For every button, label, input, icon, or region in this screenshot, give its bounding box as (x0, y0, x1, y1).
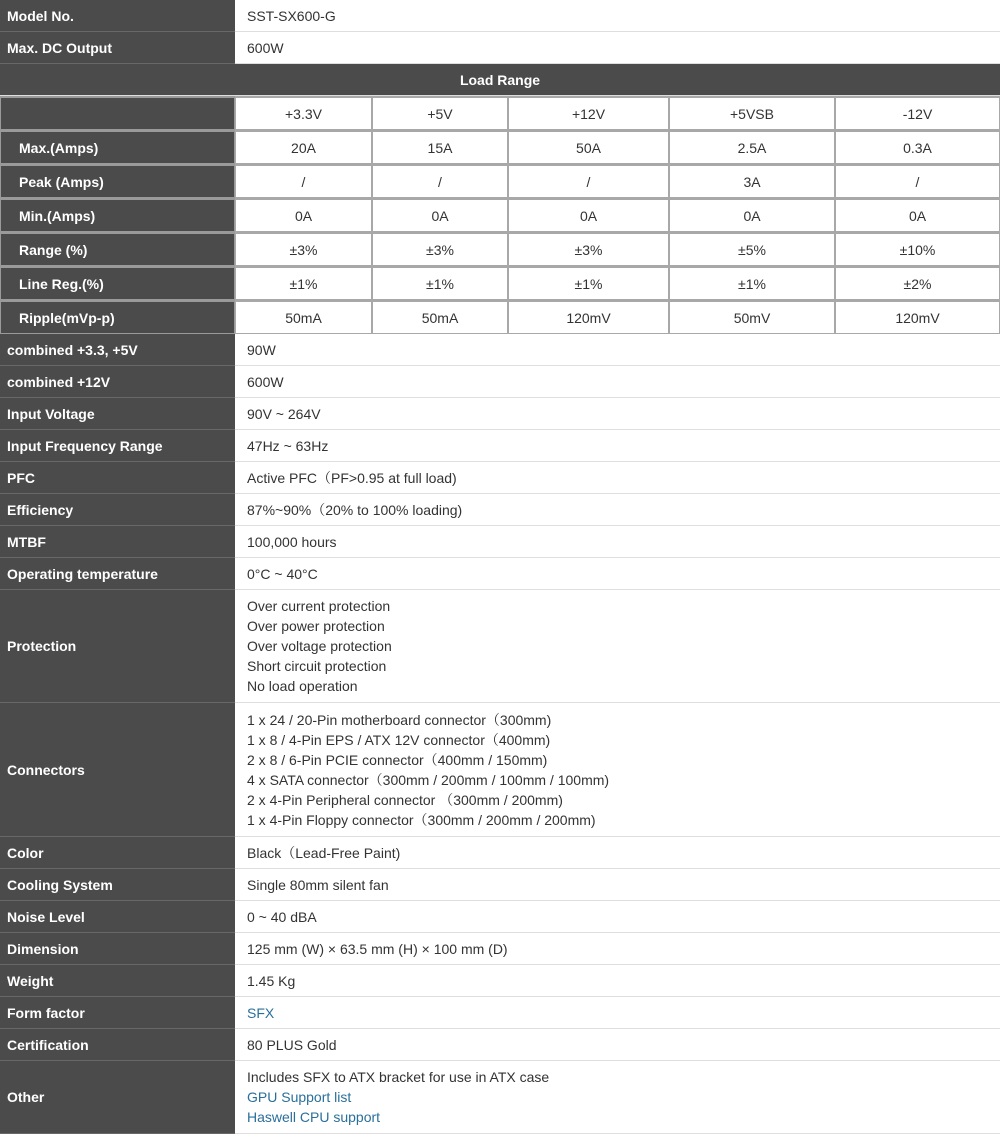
load-cell: ±10% (835, 232, 1000, 266)
protection-line: Over voltage protection (247, 638, 392, 654)
row-label: Other (0, 1061, 235, 1134)
row-value: SST-SX600-G (235, 0, 1000, 32)
spec-row-efficiency (0, 494, 1000, 526)
row-label: Color (0, 837, 235, 869)
load-cell: / (835, 164, 1000, 198)
spec-row-max-dc-output (0, 32, 1000, 64)
gpu-support-link[interactable]: GPU Support list (247, 1089, 352, 1105)
load-cell: 120mV (508, 300, 669, 334)
load-row-max-amps (0, 130, 1000, 164)
spec-row-combined-3v3-5v (0, 334, 1000, 366)
row-value: 90W (235, 334, 1000, 366)
spec-row-color (0, 837, 1000, 869)
load-cell: / (372, 164, 508, 198)
haswell-cpu-support-link[interactable]: Haswell CPU support (247, 1109, 381, 1125)
load-cell: / (508, 164, 669, 198)
spec-row-noise (0, 901, 1000, 933)
row-label: MTBF (0, 526, 235, 558)
load-column-header: +5V (372, 96, 508, 130)
load-cell: ±2% (835, 266, 1000, 300)
load-cell: 50mV (669, 300, 835, 334)
spec-row-connectors (0, 703, 1000, 837)
load-cell: / (235, 164, 372, 198)
load-row-label: Min.(Amps) (0, 198, 235, 232)
row-label: Input Frequency Range (0, 430, 235, 462)
row-label: Input Voltage (0, 398, 235, 430)
row-value: 80 PLUS Gold (235, 1029, 1000, 1061)
load-column-header: +5VSB (669, 96, 835, 130)
spec-row-pfc (0, 462, 1000, 494)
spec-row-input-frequency (0, 430, 1000, 462)
row-value: 47Hz ~ 63Hz (235, 430, 1000, 462)
load-cell: ±3% (235, 232, 372, 266)
load-row-range (0, 232, 1000, 266)
protection-line: Over power protection (247, 618, 385, 634)
load-cell: 15A (372, 130, 508, 164)
row-value: 87%~90%（20% to 100% loading) (235, 494, 1000, 526)
load-row-label: Peak (Amps) (0, 164, 235, 198)
row-label: Form factor (0, 997, 235, 1029)
load-cell: 0A (835, 198, 1000, 232)
connector-line: 2 x 8 / 6-Pin PCIE connector（400mm / 150mm) (247, 751, 548, 768)
protection-line: No load operation (247, 678, 358, 694)
row-value: 600W (235, 366, 1000, 398)
row-value (235, 703, 1000, 837)
load-row-label: Max.(Amps) (0, 130, 235, 164)
row-label: Efficiency (0, 494, 235, 526)
row-value (235, 997, 1000, 1029)
load-corner-cell (0, 96, 235, 130)
load-row-label: Line Reg.(%) (0, 266, 235, 300)
connector-line: 2 x 4-Pin Peripheral connector （300mm / 200mm) (247, 791, 563, 808)
load-row-line-reg (0, 266, 1000, 300)
row-label: combined +12V (0, 366, 235, 398)
spec-row-dimension (0, 933, 1000, 965)
load-range-section (0, 96, 1000, 335)
row-value: Black（Lead-Free Paint) (235, 837, 1000, 869)
row-label: Protection (0, 590, 235, 703)
load-cell: 3A (669, 164, 835, 198)
load-column-header: -12V (835, 96, 1000, 130)
row-value: Active PFC（PF>0.95 at full load) (235, 462, 1000, 494)
spec-row-certification (0, 1029, 1000, 1061)
load-range-header (0, 64, 1000, 96)
load-cell: ±1% (235, 266, 372, 300)
load-cell: 2.5A (669, 130, 835, 164)
row-label: Model No. (0, 0, 235, 32)
load-range-container (0, 96, 1000, 335)
load-cell: 20A (235, 130, 372, 164)
load-cell: 0A (508, 198, 669, 232)
row-value: 100,000 hours (235, 526, 1000, 558)
connector-line: 1 x 4-Pin Floppy connector（300mm / 200mm / 200mm) (247, 811, 596, 828)
load-row-min-amps (0, 198, 1000, 232)
spec-row-cooling (0, 869, 1000, 901)
load-cell: 50A (508, 130, 669, 164)
load-row-ripple (0, 300, 1000, 334)
other-text: Includes SFX to ATX bracket for use in ATX case (247, 1069, 550, 1085)
spec-row-operating-temperature (0, 558, 1000, 590)
row-value: 90V ~ 264V (235, 398, 1000, 430)
load-cell: 0.3A (835, 130, 1000, 164)
load-cell: ±3% (372, 232, 508, 266)
row-value: 1.45 Kg (235, 965, 1000, 997)
load-range-title: Load Range (0, 64, 1000, 96)
load-cell: ±1% (372, 266, 508, 300)
protection-line: Short circuit protection (247, 658, 387, 674)
load-cell: ±5% (669, 232, 835, 266)
load-cell: 50mA (372, 300, 508, 334)
row-value: 0 ~ 40 dBA (235, 901, 1000, 933)
row-label: Connectors (0, 703, 235, 837)
load-cell: 0A (669, 198, 835, 232)
row-label: Noise Level (0, 901, 235, 933)
connector-line: 1 x 24 / 20-Pin motherboard connector（300mm) (247, 711, 552, 728)
row-value: 0°C ~ 40°C (235, 558, 1000, 590)
connector-line: 1 x 8 / 4-Pin EPS / ATX 12V connector（400mm) (247, 731, 551, 748)
spec-row-combined-12v (0, 366, 1000, 398)
load-cell: 120mV (835, 300, 1000, 334)
load-row-peak-amps (0, 164, 1000, 198)
load-cell: 0A (372, 198, 508, 232)
row-label: Max. DC Output (0, 32, 235, 64)
load-cell: ±3% (508, 232, 669, 266)
row-value (235, 590, 1000, 703)
row-label: Certification (0, 1029, 235, 1061)
spec-row-mtbf (0, 526, 1000, 558)
row-value (235, 1061, 1000, 1134)
load-column-header: +12V (508, 96, 669, 130)
load-cell: 50mA (235, 300, 372, 334)
spec-row-input-voltage (0, 398, 1000, 430)
row-label: Cooling System (0, 869, 235, 901)
row-value: Single 80mm silent fan (235, 869, 1000, 901)
load-cell: ±1% (669, 266, 835, 300)
connector-line: 4 x SATA connector（300mm / 200mm / 100mm / 100mm) (247, 771, 610, 788)
row-label: Operating temperature (0, 558, 235, 590)
spec-row-weight (0, 965, 1000, 997)
row-label: Weight (0, 965, 235, 997)
load-row-label: Range (%) (0, 232, 235, 266)
spec-row-other (0, 1061, 1000, 1134)
load-cell: ±1% (508, 266, 669, 300)
load-column-header: +3.3V (235, 96, 372, 130)
load-header-row (0, 96, 1000, 130)
row-label: combined +3.3, +5V (0, 334, 235, 366)
spec-row-model (0, 0, 1000, 32)
spec-row-protection (0, 590, 1000, 703)
row-value: 125 mm (W) × 63.5 mm (H) × 100 mm (D) (235, 933, 1000, 965)
load-cell: 0A (235, 198, 372, 232)
sfx-link[interactable]: SFX (247, 1004, 275, 1021)
load-row-label: Ripple(mVp-p) (0, 300, 235, 334)
row-label: Dimension (0, 933, 235, 965)
row-value: 600W (235, 32, 1000, 64)
spec-row-form-factor (0, 997, 1000, 1029)
protection-line: Over current protection (247, 598, 391, 614)
load-range-table (0, 96, 1000, 334)
row-label: PFC (0, 462, 235, 494)
